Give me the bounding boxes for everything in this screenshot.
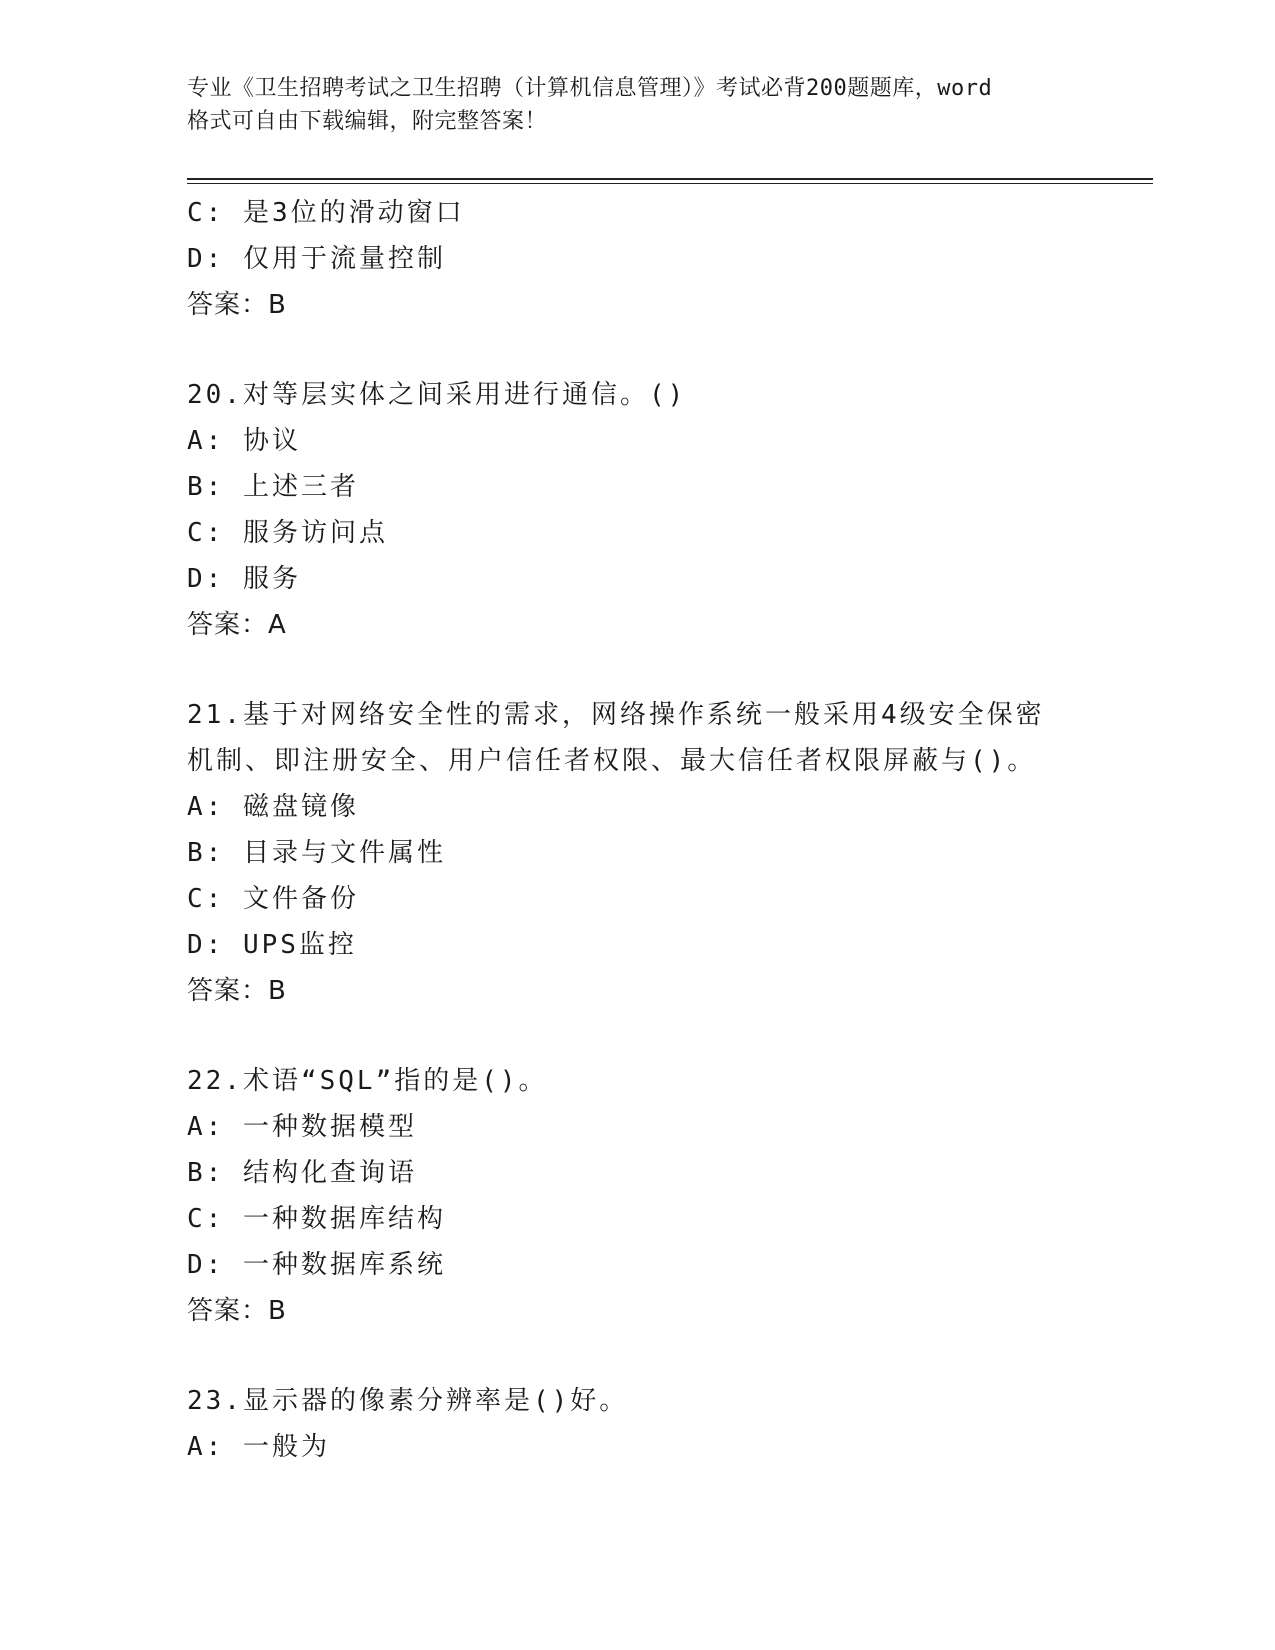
- option-d: D: 服务: [187, 564, 301, 594]
- question-list: [187, 190, 1087, 1470]
- question-19-tail: [187, 190, 1087, 328]
- option-c: C: 是3位的滑动窗口: [187, 198, 465, 228]
- header-line-1: 专业《卫生招聘考试之卫生招聘（计算机信息管理）》考试必背200题题库，word: [187, 76, 993, 101]
- header-divider-thin: [187, 183, 1153, 184]
- question-23: [187, 1378, 1087, 1470]
- document-header: [187, 72, 1087, 138]
- question-text: 23.显示器的像素分辨率是()好。: [187, 1386, 629, 1416]
- option-b: B: 上述三者: [187, 472, 359, 502]
- option-a: A: 一种数据模型: [187, 1112, 417, 1142]
- question-text: 20.对等层实体之间采用进行通信。(): [187, 380, 687, 410]
- answer-line: 答案：B: [187, 976, 287, 1006]
- option-c: C: 服务访问点: [187, 518, 388, 548]
- option-c: C: 一种数据库结构: [187, 1204, 446, 1234]
- option-b: B: 目录与文件属性: [187, 838, 446, 868]
- header-line-2: 格式可自由下载编辑，附完整答案！: [187, 109, 548, 134]
- question-21: [187, 692, 1087, 1014]
- option-d: D: 仅用于流量控制: [187, 244, 446, 274]
- question-22: [187, 1058, 1087, 1334]
- option-d: D: 一种数据库系统: [187, 1250, 446, 1280]
- answer-line: 答案：B: [187, 1296, 287, 1326]
- option-a: A: 协议: [187, 426, 301, 456]
- option-c: C: 文件备份: [187, 884, 359, 914]
- question-text: 21.基于对网络安全性的需求，网络操作系统一般采用4级安全保密机制、即注册安全、用户信任者权限、最大信任者权限屏蔽与()。: [187, 700, 1045, 776]
- answer-line: 答案：B: [187, 290, 287, 320]
- option-d: D: UPS监控: [187, 930, 357, 960]
- header-divider-thick: [187, 178, 1153, 180]
- answer-line: 答案：A: [187, 610, 287, 640]
- option-a: A: 磁盘镜像: [187, 792, 359, 822]
- question-text: 22.术语“SQL”指的是()。: [187, 1066, 548, 1096]
- option-a: A: 一般为: [187, 1432, 330, 1462]
- question-20: [187, 372, 1087, 648]
- option-b: B: 结构化查询语: [187, 1158, 417, 1188]
